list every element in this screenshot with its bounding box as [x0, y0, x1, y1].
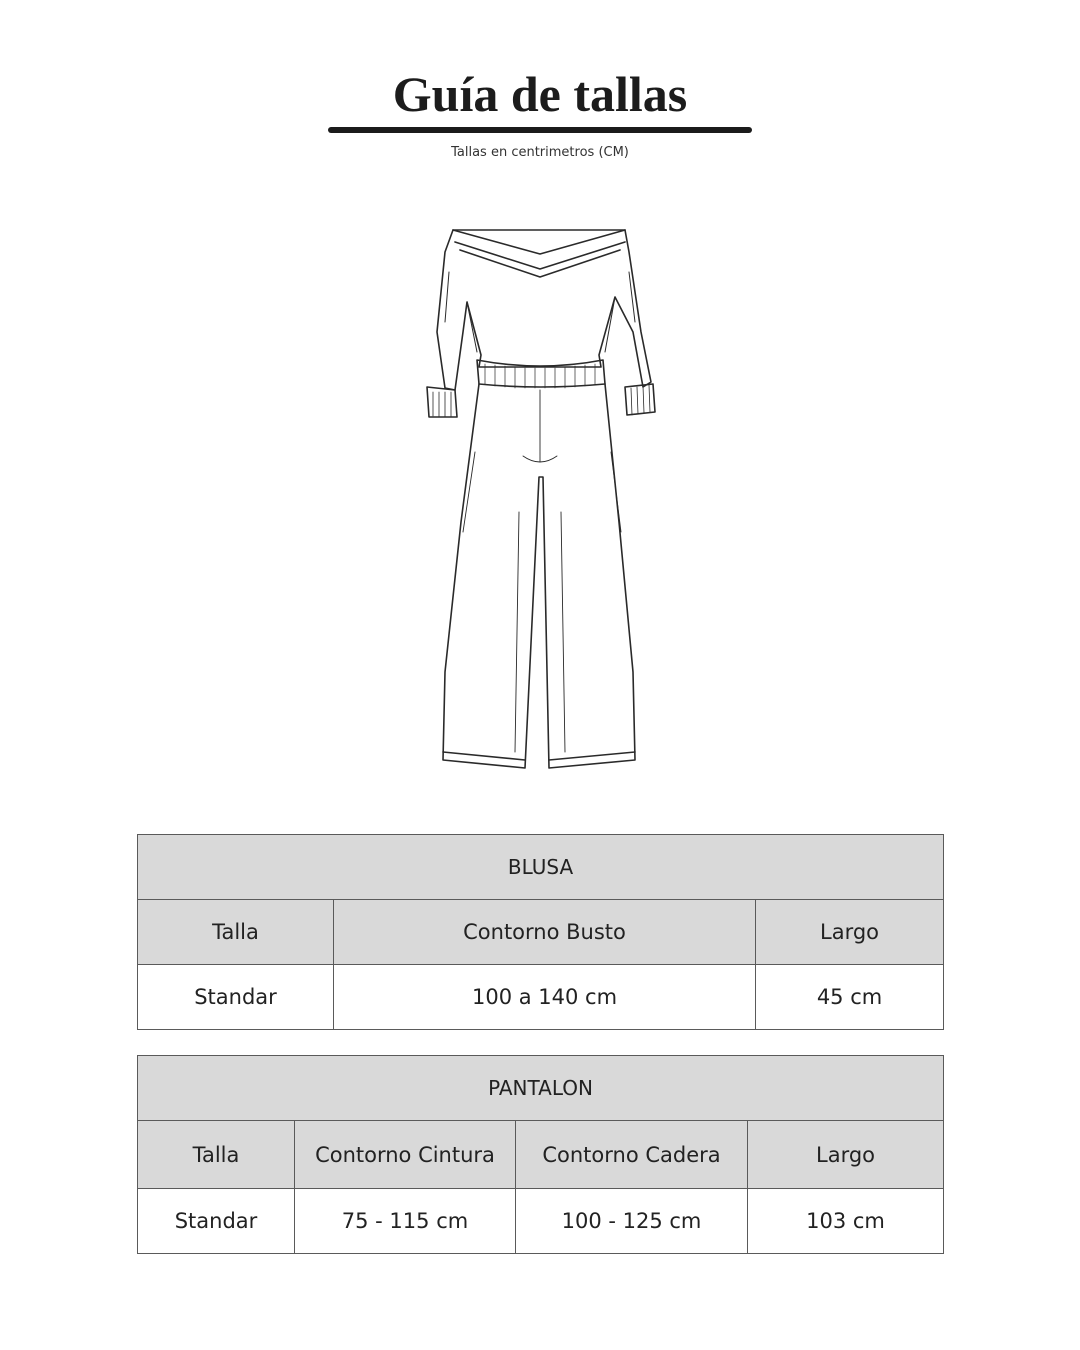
- left-cuff: [427, 387, 457, 417]
- trousers-outline: [443, 384, 635, 768]
- waistband: [477, 360, 605, 387]
- pantalon-header-cadera: Contorno Cadera: [516, 1121, 748, 1189]
- pantalon-header-talla: Talla: [138, 1121, 295, 1189]
- blusa-header-talla: Talla: [138, 900, 334, 965]
- pantalon-caption: PANTALON: [138, 1056, 944, 1121]
- pantalon-cell-cintura: 75 - 115 cm: [295, 1189, 516, 1254]
- blusa-header-busto: Contorno Busto: [334, 900, 756, 965]
- blusa-cell-talla: Standar: [138, 965, 334, 1030]
- blusa-header-largo: Largo: [756, 900, 944, 965]
- blusa-size-table: [137, 834, 944, 1030]
- pantalon-size-table: [137, 1055, 944, 1254]
- pantalon-cell-cadera: 100 - 125 cm: [516, 1189, 748, 1254]
- page-title: Guía de tallas: [392, 66, 688, 122]
- jumpsuit-outfit-sketch: [415, 212, 665, 780]
- blusa-cell-largo: 45 cm: [756, 965, 944, 1030]
- blusa-caption: BLUSA: [138, 835, 944, 900]
- table-row: [138, 1189, 944, 1254]
- pantalon-header-largo: Largo: [748, 1121, 944, 1189]
- title-underline: [328, 127, 752, 133]
- pantalon-header-cintura: Contorno Cintura: [295, 1121, 516, 1189]
- page-subtitle: Tallas en centrimetros (CM): [451, 145, 629, 160]
- pantalon-cell-talla: Standar: [138, 1189, 295, 1254]
- right-cuff: [625, 384, 655, 415]
- blusa-cell-busto: 100 a 140 cm: [334, 965, 756, 1030]
- trouser-hems: [443, 752, 635, 760]
- table-row: [138, 965, 944, 1030]
- pantalon-cell-largo: 103 cm: [748, 1189, 944, 1254]
- neckline-band: [453, 230, 625, 277]
